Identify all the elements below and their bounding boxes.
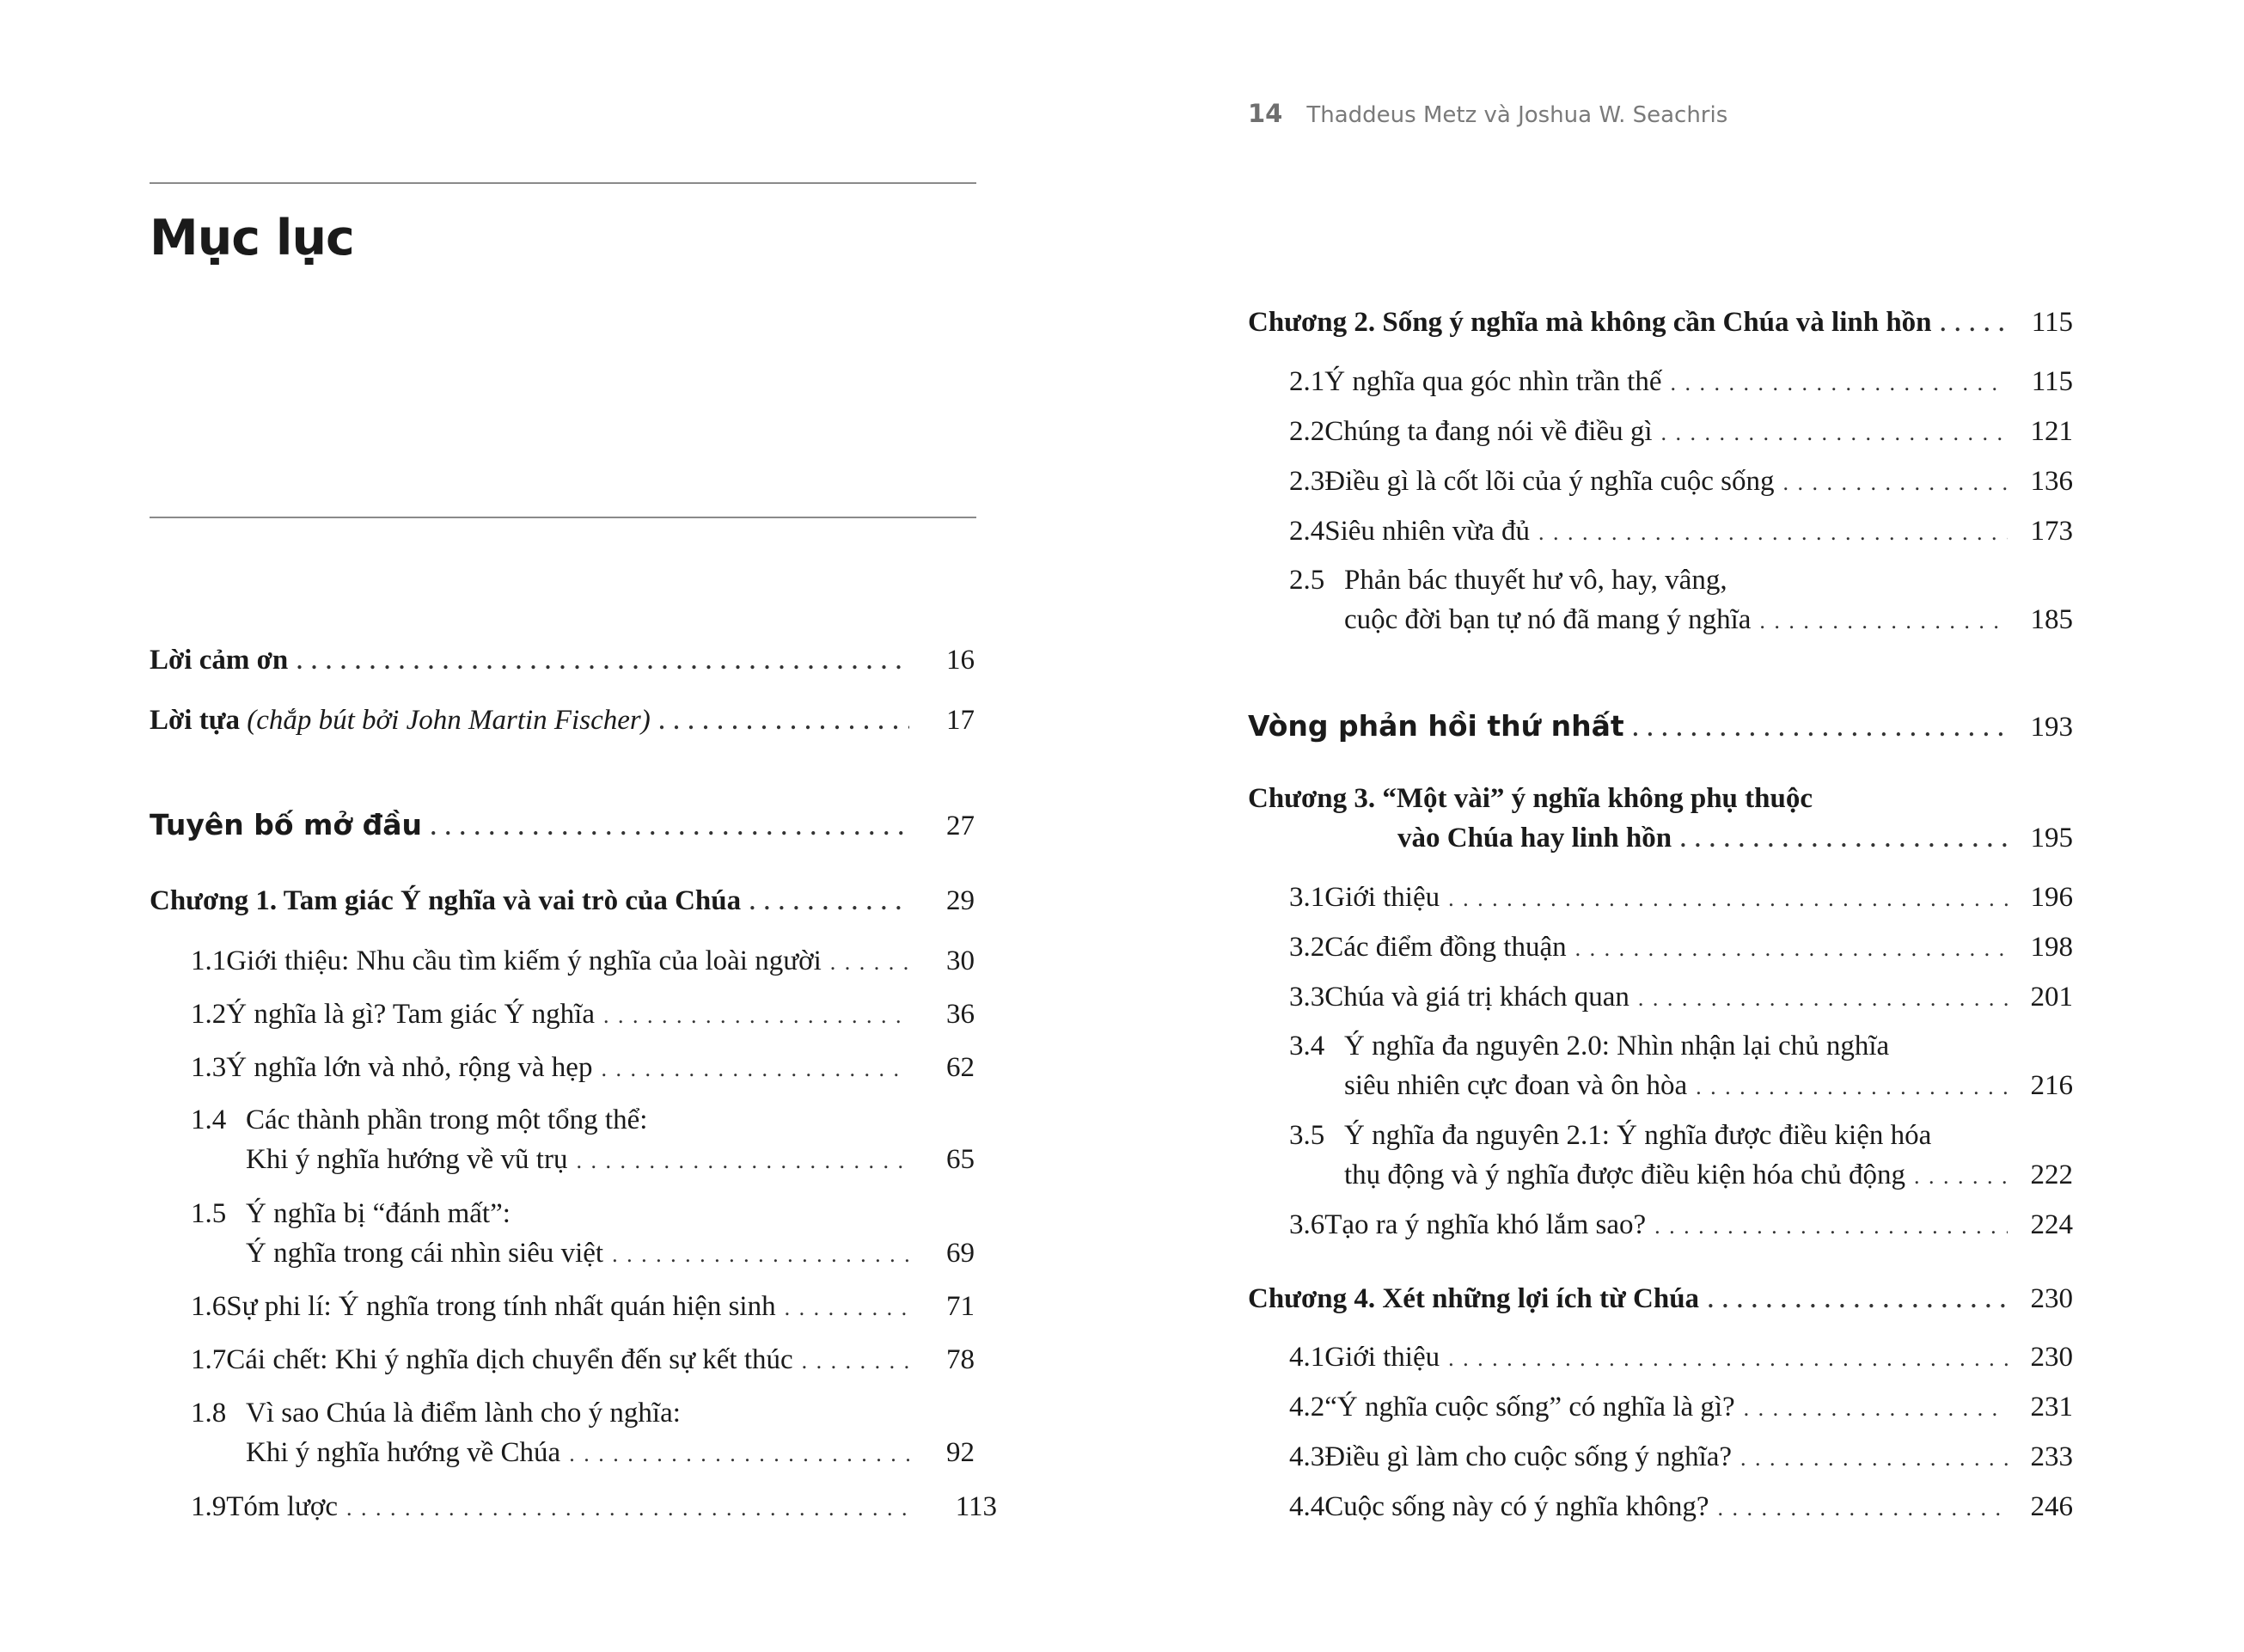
page-title: Mục lục [150, 210, 354, 266]
top-rule [150, 182, 976, 184]
divider-rule [150, 517, 976, 518]
running-head-authors: Thaddeus Metz và Joshua W. Seachris [1306, 102, 1728, 128]
right-page: 14 Thaddeus Metz và Joshua W. Seachris Chương 2. Sống ý nghĩa mà không cần Chúa và linh hồn . . . 115 2.1 Ý nghĩa qua góc nhìn trần thế . . . 115 2.2 Chúng ta đang nói về điều gì . . . 121 2.3 Điều gì là cốt lõi của ý nghĩa cuộc sống . . . 136 2.4 Siêu nhiên vừa đủ . . . 173 2.5 Phản bác thuyết hư vô, hay, vâng, cuộc đời bạn tự nó đã mang ý nghĩa . . . 185 Vòng phản hồi thứ nhất . . . 193 Chương 3. “Một vài” ý nghĩa không phụ thuộc vào Chúa hay linh hồn . . . 195 3.1 Giới thiệu . . . 196 3.2 Các điểm đồng thuận . . . 198 3.3 Chúa và giá trị khách quan . . . 201 3.4 Ý nghĩa đa nguyên 2.0: Nhìn nhận lại chủ nghĩa siêu nhiên cực đoan và ôn hòa . . . 216 3.5 Ý nghĩa đa nguyên 2.1: Ý nghĩa được điều kiện hóa thụ động và ý nghĩa được điều kiện hóa chủ động . . . 222 3.6 Tạo ra ý nghĩa khó lắm sao? . . . 224 Chương 4. Xét những lợi ích từ Chúa . . . 230 4.1 Giới thiệu . . . 230 4.2 “Ý nghĩa cuộc sống” có nghĩa là gì? . . . 231 4.3 Điều gì làm cho cuộc sống ý nghĩa? . . . 233 4.4 Cuộc sống này có ý nghĩa không? . . . 246 [1122, 0, 2244, 1652]
left-page: Mục lục Lời cảm ơn . . . 16 Lời tựa (chắp bút bởi John Martin Fischer) . . . 17 Tuyên bố mở đầu . . . 27 Chương 1. Tam giác Ý nghĩa và vai trò của Chúa . . . 29 1.1 Giới thiệu: Nhu cầu tìm kiếm ý nghĩa của loài người . . . 30 1.2 Ý nghĩa là gì? Tam giác Ý nghĩa . . . 36 1.3 Ý nghĩa lớn và nhỏ, rộng và hẹp . . . 62 1.4 Các thành phần trong một tổng thể: Khi ý nghĩa hướng về vũ trụ . . . 65 1.5 Ý nghĩa bị “đánh mất”: Ý nghĩa trong cái nhìn siêu việt . . . 69 1.6 Sự phi lí: Ý nghĩa trong tính nhất quán hiện sinh . . . 71 1.7 Cái chết: Khi ý nghĩa dịch chuyển đến sự kết thúc . . . 78 1.8 Vì sao Chúa là điểm lành cho ý nghĩa: Khi ý nghĩa hướng về Chúa . . . 92 1.9 Tóm lược . . . 113 [0, 0, 1122, 1652]
page-number: 14 [1248, 99, 1283, 128]
running-head [1248, 99, 1727, 128]
